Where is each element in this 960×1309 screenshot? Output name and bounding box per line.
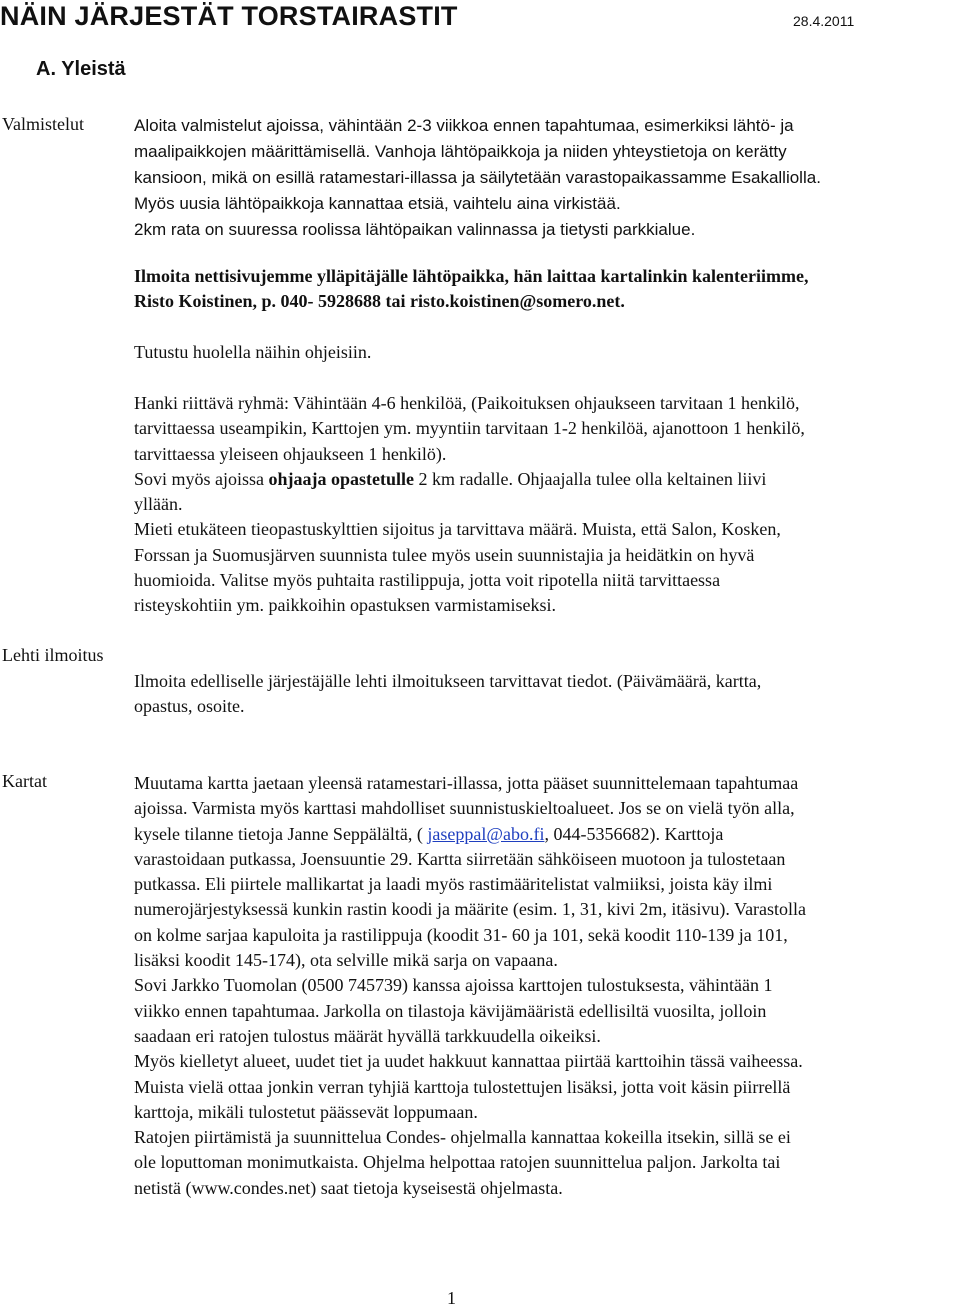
text-line: Myös uusia lähtöpaikkoja kannattaa etsiä, vaihtelu aina virkistää. — [134, 194, 621, 213]
text-line: on kolme sarjaa kapuloita ja rastilippuja (koodit 31- 60 ja 101, sekä koodit 110-139 ja 101, — [134, 924, 788, 945]
label-lehti-ilmoitus: Lehti ilmoitus — [2, 645, 104, 665]
text-line: ole loputtoman monimutkaista. Ohjelma helpottaa ratojen suunnittelua paljon. Jarkolta tai — [134, 1152, 781, 1173]
document-date: 28.4.2011 — [793, 13, 855, 29]
text-run: kysele tilanne tietoja Janne Seppälältä, ( — [134, 823, 428, 844]
text-line: maalipaikkojen määrittämisellä. Vanhoja lähtöpaikkoja ja niiden yhteystietoja on kerätty — [134, 142, 787, 161]
text-line — [134, 822, 960, 847]
document-title: NÄIN JÄRJESTÄT TORSTAIRASTIT — [0, 1, 458, 31]
text-line: yllään. — [134, 494, 183, 515]
text-line: Myös kielletyt alueet, uudet tiet ja uudet hakkuut kannattaa piirtää karttoihin tässä vaiheessa. — [134, 1051, 803, 1072]
text-line: Tutustu huolella näihin ohjeisiin. — [134, 342, 372, 362]
text-line — [134, 467, 960, 492]
section-heading: A. Yleistä — [36, 58, 126, 80]
text-line: kansioon, mikä on esillä ratamestari-illassa ja säilytetään varastopaikassamme Esakalliolla. — [134, 168, 821, 187]
text-line: opastus, osoite. — [134, 696, 245, 717]
valmistelut-paragraph-1 — [134, 113, 960, 243]
text-run: 2 km radalle. Ohjaajalla tulee olla keltainen liivi — [414, 468, 767, 489]
text-line: Risto Koistinen, p. 040- 5928688 tai risto.koistinen@somero.net. — [134, 291, 625, 312]
text-line: Sovi Jarkko Tuomolan (0500 745739) kanssa ajoissa karttojen tulostuksesta, vähintään 1 — [134, 975, 773, 996]
valmistelut-paragraph-2 — [134, 264, 960, 315]
text-line: varastoidaan putkassa, Joensuuntie 29. Kartta siirretään sähköiseen muotoon ja tulostetaan — [134, 848, 786, 869]
email-link[interactable]: jaseppal@abo.fi — [427, 823, 545, 844]
text-line: Mieti etukäteen tieopastuskylttien sijoitus ja tarvittava määrä. Muista, että Salon, Kosken, — [134, 519, 781, 540]
label-valmistelut: Valmistelut — [2, 114, 84, 134]
text-run: Sovi myös ajoissa — [134, 468, 269, 489]
page-number: 1 — [447, 1288, 456, 1308]
text-line: Hanki riittävä ryhmä: Vähintään 4-6 henkilöä, (Paikoituksen ohjaukseen tarvitaan 1 henkilö, — [134, 393, 800, 413]
text-line: netistä (www.condes.net) saat tietoja kyseisestä ohjelmasta. — [134, 1177, 563, 1198]
text-run: , 044-5356682). Karttoja — [544, 823, 724, 844]
valmistelut-paragraph-3 — [134, 340, 960, 365]
text-line: huomioida. Valitse myös puhtaita rastilippuja, jotta voit ripotella niitä tarvittaessa — [134, 570, 721, 591]
text-line: numerojärjestyksessä kunkin rastin koodi ja määrite (esim. 1, 31, kivi 2m, itäsivu). Varastolla — [134, 899, 807, 920]
bold-text-run: ohjaaja opastetulle — [268, 468, 415, 489]
text-line: Ratojen piirtämistä ja suunnittelua Condes- ohjelmalla kannattaa kokeilla itsekin, sillä se ei — [134, 1127, 791, 1148]
text-line: saadaan eri ratojen tulostus määrät hyvällä tarkkuudella oikeiksi. — [134, 1025, 601, 1046]
text-line: viikko ennen tapahtumaa. Jarkolla on tilastoja kävijämääristä edellisiltä vuosilta, jolloin — [134, 1000, 767, 1021]
text-line: karttoja, mikäli tulostetut päässevät loppumaan. — [134, 1101, 478, 1122]
text-line: tarvittaessa yleiseen ohjaukseen 1 henkilö). — [134, 443, 447, 464]
lehti-paragraph — [134, 669, 960, 720]
text-line: Forssan ja Suomusjärven suunnista tulee myös usein suunnistajia ja heidätkin on hyvä — [134, 544, 755, 565]
text-line: Ilmoita edelliselle järjestäjälle lehti ilmoitukseen tarvittavat tiedot. (Päivämäärä, kartta, — [134, 671, 762, 691]
text-line: putkassa. Eli piirtele mallikartat ja laadi myös rastimääritelistat valmiiksi, joista käy ilmi — [134, 874, 773, 895]
text-line: Muutama kartta jaetaan yleensä ratamestari-illassa, jotta pääset suunnittelemaan tapahtumaa — [134, 773, 799, 793]
text-line: 2km rata on suuressa roolissa lähtöpaikan valinnassa ja tietysti parkkialue. — [134, 220, 696, 239]
text-line: Aloita valmistelut ajoissa, vähintään 2-3 viikkoa ennen tapahtumaa, esimerkiksi lähtö- ja — [134, 116, 794, 135]
text-line: ajoissa. Varmista myös karttasi mahdolliset suunnistuskieltoalueet. Jos se on vielä työn alla, — [134, 798, 795, 819]
text-line: risteyskohtiin ym. paikkoihin opastuksen varmistamiseksi. — [134, 595, 556, 616]
text-line: lisäksi koodit 145-174), ota selville mikä sarja on vapaana. — [134, 950, 558, 971]
text-line: Ilmoita nettisivujemme ylläpitäjälle lähtöpaikka, hän laittaa kartalinkin kalenteriimme, — [134, 266, 809, 286]
label-kartat: Kartat — [2, 771, 47, 791]
text-line: tarvittaessa useampikin, Karttojen ym. myyntiin tarvitaan 1-2 henkilöä, ajanottoon 1 henkilö, — [134, 418, 805, 439]
text-line: Muista vielä ottaa jonkin verran tyhjiä karttoja tulostettujen lisäksi, jotta voit käsin piirrellä — [134, 1076, 791, 1097]
valmistelut-paragraph-4 — [134, 391, 960, 619]
kartat-paragraph — [134, 771, 960, 1201]
